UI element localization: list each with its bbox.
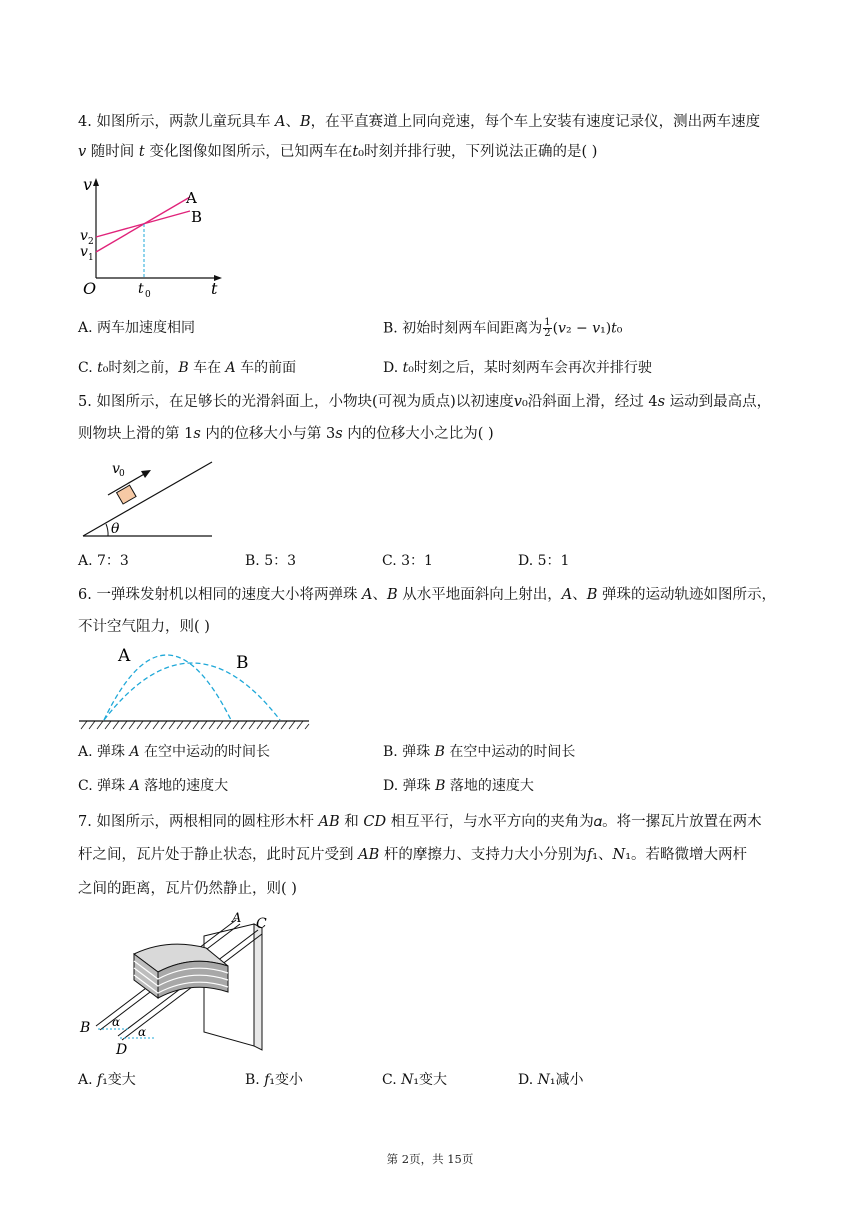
alpha-label-2: α — [138, 1025, 147, 1039]
label-A: A — [118, 646, 131, 666]
q6-option-d[interactable]: D. 弹珠 𝐵 落地的速度大 — [383, 778, 534, 794]
label-B: B — [236, 653, 249, 673]
v2-label: v — [80, 228, 88, 244]
t0-label: t — [138, 281, 144, 297]
page-footer: 第 2页，共 15页 — [386, 1152, 474, 1166]
ground-hatching — [81, 721, 309, 729]
q5-option-d[interactable]: D. 5：1 — [518, 553, 570, 569]
q7-text-line3: 之间的距离，瓦片仍然静止，则( ) — [78, 881, 297, 897]
v2-label-sub: 2 — [88, 237, 94, 247]
q5-option-a[interactable]: A. 7：3 — [78, 553, 129, 569]
wall-side — [254, 924, 262, 1050]
alpha-label-1: α — [112, 1015, 121, 1029]
angle-arc — [106, 524, 108, 536]
theta-label: θ — [111, 521, 120, 537]
q6-option-a[interactable]: A. 弹珠 𝐴 在空中运动的时间长 — [78, 744, 271, 760]
q6-trajectory-figure — [76, 640, 312, 732]
label-A: A — [186, 189, 197, 207]
q4-option-b-suffix: (𝑣₂ − 𝑣₁)𝑡₀ — [552, 320, 623, 337]
fraction-denominator: 2 — [544, 328, 551, 339]
line-B — [96, 211, 190, 237]
t0-label-sub: 0 — [145, 290, 151, 300]
label-A: A — [232, 911, 242, 926]
q4-option-b-prefix: B. 初始时刻两车间距离为 — [383, 320, 543, 337]
q4-option-c[interactable]: C. 𝑡₀时刻之前，𝐵 车在 𝐴 车的前面 — [78, 360, 297, 376]
q7-option-b[interactable]: B. 𝑓₁变小 — [245, 1072, 303, 1088]
q5-text-line2: 则物块上滑的第 1𝑠 内的位移大小与第 3𝑠 内的位移大小之比为( ) — [78, 426, 494, 442]
velocity-arrowhead — [141, 470, 151, 478]
v1-label-sub: 1 — [88, 253, 94, 263]
v-axis-arrow — [93, 178, 99, 186]
q4-velocity-time-graph — [76, 170, 236, 305]
q5-text-line1: 5. 如图所示，在足够长的光滑斜面上，小物块(可视为质点)以初速度𝑣₀沿斜面上滑，经过 4𝑠 运动到最高点， — [78, 394, 772, 410]
q7-option-d[interactable]: D. 𝑁₁减小 — [518, 1072, 584, 1088]
t-axis-label: t — [211, 279, 218, 298]
q7-option-c[interactable]: C. 𝑁₁变大 — [382, 1072, 447, 1088]
label-C: C — [256, 916, 267, 932]
q7-option-a[interactable]: A. 𝑓₁变大 — [78, 1072, 136, 1088]
v-axis-label: v — [83, 175, 93, 194]
fraction-numerator: 1 — [544, 317, 551, 328]
q7-text-line1: 7. 如图所示，两根相同的圆柱形木杆 𝐴𝐵 和 𝐶𝐷 相互平行，与水平方向的夹角为𝛼。将一摞瓦片放置在两木 — [78, 814, 762, 830]
v0-label-sub: 0 — [119, 469, 125, 479]
q4-option-d[interactable]: D. 𝑡₀时刻之后，某时刻两车会再次并排行驶 — [383, 360, 652, 376]
q5-option-c[interactable]: C. 3：1 — [382, 553, 433, 569]
q5-option-b[interactable]: B. 5：3 — [245, 553, 297, 569]
q6-option-c[interactable]: C. 弹珠 𝐴 落地的速度大 — [78, 778, 229, 794]
q4-text-line1: 4. 如图所示，两款儿童玩具车 𝐴、𝐵，在平直赛道上同向竞速，每个车上安装有速度记录仪，测出两车速度 — [78, 114, 761, 130]
label-B: B — [80, 1020, 91, 1036]
v0-label: v — [112, 461, 120, 477]
origin-label: O — [83, 279, 97, 298]
v1-label: v — [80, 244, 88, 260]
q4-text-line2: 𝑣 随时间 𝑡 变化图像如图所示，已知两车在𝑡₀时刻并排行驶，下列说法正确的是( ) — [78, 144, 598, 160]
q7-text-line2: 杆之间，瓦片处于静止状态，此时瓦片受到 𝐴𝐵 杆的摩擦力、支持力大小分别为𝑓₁、𝑁₁。若略微增大两杆 — [78, 847, 748, 863]
q4-option-a[interactable]: A. 两车加速度相同 — [78, 320, 196, 336]
q6-option-b[interactable]: B. 弹珠 𝐵 在空中运动的时间长 — [383, 744, 576, 760]
q5-incline-figure — [78, 452, 218, 542]
q7-rods-tiles-figure — [76, 908, 276, 1060]
q6-text-line2: 不计空气阻力，则( ) — [78, 619, 210, 635]
label-B: B — [191, 208, 203, 226]
q4-option-b[interactable] — [383, 318, 622, 339]
label-D: D — [116, 1042, 128, 1058]
q6-text-line1: 6. 一弹珠发射机以相同的速度大小将两弹珠 𝐴、𝐵 从水平地面斜向上射出，𝐴、𝐵 弹珠的运动轨迹如图所示， — [78, 587, 777, 603]
trajectory-B — [104, 663, 280, 720]
fraction — [543, 318, 551, 339]
